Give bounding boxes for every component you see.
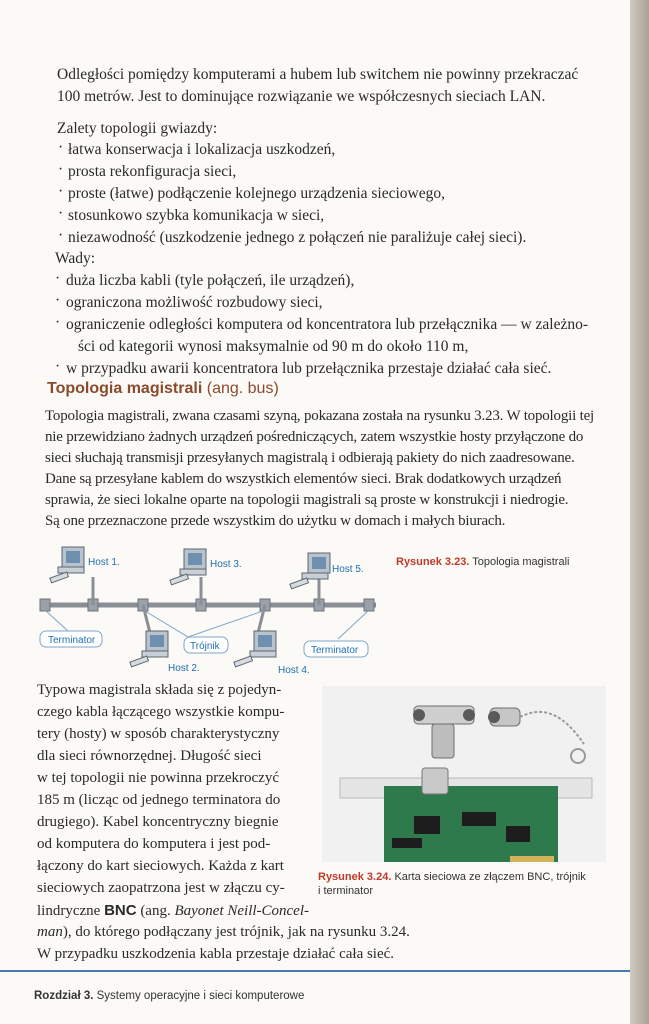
cable-paragraph-line: sieciowych zaopatrzona jest w złączu cy- [37, 880, 285, 896]
bus-paragraph-line: Dane są przesyłane kablem do wszystkich elementów sieci. Brak dodatkowych urządzeń [45, 471, 562, 487]
cable-paragraph-line: drugiego). Kabel koncentryczny biegnie [37, 814, 279, 830]
text-fragment-italic: Bayonet Neill-Concel- [174, 903, 310, 919]
cable-paragraph-line: łączony do kart sieciowych. Każda z kart [37, 858, 284, 874]
bus-paragraph-line: nie przewidziano żadnych urządzeń pośredniczących, zatem wszystkie hosty przyłączone do [45, 429, 584, 445]
bnc-jack [422, 768, 448, 794]
text-fragment: (ang. [136, 903, 175, 919]
advantage-item: proste (łatwe) podłączenie kolejnego urządzenia sieciowego, [68, 185, 445, 202]
section-heading [47, 380, 279, 398]
pcb-contacts [510, 856, 554, 862]
figure-3-23-number: Rysunek 3.23. [396, 556, 470, 568]
terminator-left-label: Terminator [48, 635, 96, 646]
disadvantage-item: ograniczona możliwość rozbudowy sieci, [66, 294, 323, 311]
page-footer [34, 990, 304, 1002]
advantages-heading: Zalety topologii gwiazdy: [57, 120, 218, 137]
bnc-term: BNC [104, 902, 137, 919]
footer-chapter: Rozdział 3. [34, 990, 94, 1002]
cable-paragraph-line [37, 922, 410, 943]
figure-3-24-number: Rysunek 3.24. [318, 871, 392, 883]
figure-3-24-text: Karta sieciowa ze złączem BNC, trójnik [394, 871, 586, 883]
figure-3-23-text: Topologia magistrali [472, 556, 570, 568]
bullet: · [58, 183, 64, 200]
figure-3-24-caption [318, 870, 586, 898]
bullet: · [58, 139, 64, 156]
cable-paragraph-line: od komputera do komputera i jest pod- [37, 836, 271, 852]
text-fragment: lindryczne [37, 903, 105, 919]
network-card-photo [322, 686, 606, 862]
cable-paragraph-line: Typowa magistrala składa się z pojedyn- [37, 682, 282, 698]
terminator-right-label: Terminator [311, 645, 359, 656]
disadvantage-item: w przypadku awarii koncentratora lub przełącznika przestaje działać cała sieć. [66, 360, 552, 377]
host-4-label: Host 4. [278, 665, 310, 676]
disadvantages-heading: Wady: [55, 250, 96, 267]
footer-rule [0, 970, 630, 972]
host-3-label: Host 3. [210, 559, 242, 570]
bullet: · [55, 292, 61, 309]
cable-paragraph-line: tery (hosty) w sposób charakterystyczny [37, 726, 280, 742]
bus-paragraph-line: Są one przeznaczone przede wszystkim do użytku w domach i małych biurach. [45, 513, 506, 529]
footer-title: Systemy operacyjne i sieci komputerowe [96, 990, 305, 1002]
host-2-label: Host 2. [168, 663, 200, 674]
bullet: · [58, 227, 64, 244]
cable-paragraph-last-line: W przypadku uszkodzenia kabla przestaje działać cała sieć. [37, 946, 395, 962]
host-1-label: Host 1. [88, 557, 120, 568]
section-heading-title: Topologia magistrali [47, 380, 203, 397]
bullet: · [55, 314, 61, 331]
bullet: · [55, 270, 61, 287]
host-2-computer-icon [130, 631, 168, 667]
advantage-item: niezawodność (uszkodzenie jednego z połączeń nie paraliżuje całej sieci). [68, 229, 527, 246]
intro-line-1: Odległości pomiędzy komputerami a hubem lub switchem nie powinny przekraczać [57, 66, 579, 83]
host-5-computer-icon [290, 553, 330, 589]
host-1-computer-icon [50, 547, 84, 583]
cable-paragraph-line: w tej topologii nie powinna przekroczyć [37, 770, 280, 786]
figure-3-23-caption [396, 556, 569, 568]
advantage-item: prosta rekonfiguracja sieci, [68, 163, 237, 180]
disadvantage-item: duża liczba kabli (tyle połączeń, ile urządzeń), [66, 272, 355, 289]
disadvantage-item-cont: ści od kategorii wynosi maksymalnie od 90 m do około 110 m, [78, 338, 469, 355]
disadvantage-item: ograniczenie odległości komputera od koncentratora lub przełącznika — w zależno- [66, 316, 589, 333]
bus-topology-diagram [38, 543, 378, 679]
cable-paragraph-line: dla sieci równorzędnej. Długość sieci [37, 748, 262, 764]
cable-paragraph-line: czego kabla łączącego wszystkie kompu- [37, 704, 285, 720]
intro-line-2: 100 metrów. Jest to dominujące rozwiązanie we współczesnych sieciach LAN. [57, 88, 546, 105]
cable-paragraph-line: 185 m (licząc od jednego terminatora do [37, 792, 281, 808]
figure-3-24-caption-line-1 [318, 870, 586, 884]
bullet: · [58, 205, 64, 222]
bus-paragraph-line: sprawia, że sieci lokalne oparte na topologii magistrali są proste w konstrukcji i niedrogie. [45, 492, 569, 508]
text-fragment: ), do którego podłączany jest trójnik, jak na rysunku 3.24. [62, 924, 410, 940]
host-5-label: Host 5. [332, 564, 364, 575]
text-fragment-italic: man [37, 924, 63, 940]
host-4-computer-icon [234, 631, 276, 667]
bullet: · [55, 358, 61, 375]
advantage-item: stosunkowo szybka komunikacja w sieci, [68, 207, 325, 224]
bullet: · [58, 161, 64, 178]
cable-paragraph-line-bnc [37, 900, 309, 922]
trojnik-label: Trójnik [190, 641, 220, 652]
section-heading-paren: (ang. bus) [206, 380, 279, 397]
figure-3-24-caption-line-2: i terminator [318, 885, 374, 897]
bus-paragraph-line: sieci słuchają transmisji przesyłanych magistralą i odbierają pakiety do nich zaadresowane. [45, 450, 575, 466]
advantage-item: łatwa konserwacja i lokalizacja uszkodzeń, [68, 141, 336, 158]
bus-paragraph-line: Topologia magistrali, zwana czasami szyną, pokazana została na rysunku 3.23. W topologii tej [45, 408, 595, 424]
page-edge [630, 0, 649, 1024]
